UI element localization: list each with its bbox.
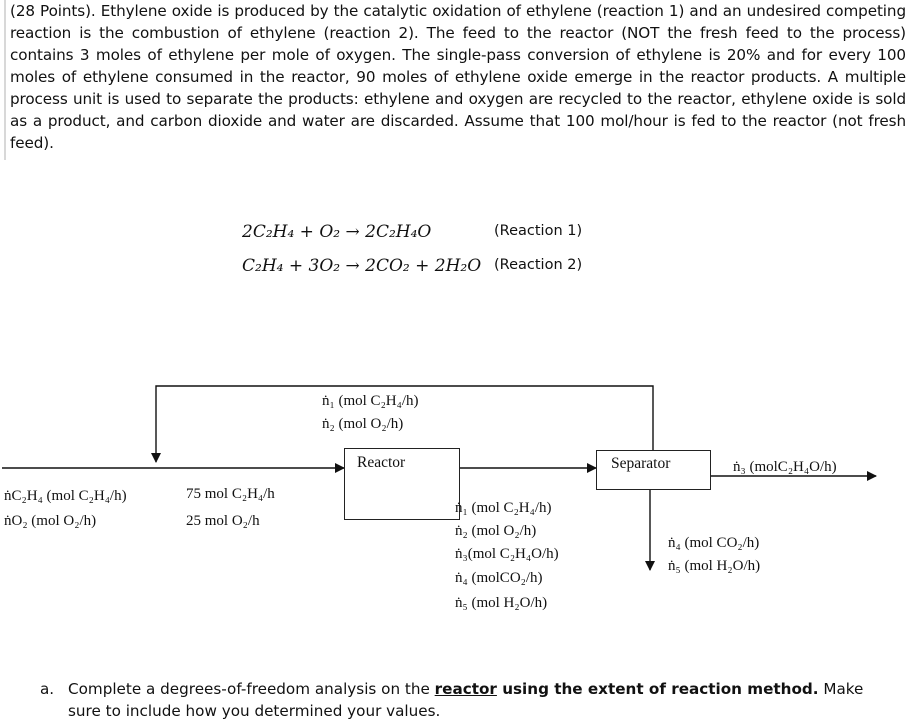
recycle-oxygen-label: ṅ₂ (mol O₂/h) [322,416,404,432]
product-label: ṅ₃ (molC₂H₄O/h) [733,459,837,475]
reactor-feed-ethylene: 75 mol C₂H₄/h [186,486,275,502]
separator-label: Separator [611,455,671,472]
reactor-label: Reactor [357,454,406,471]
reaction-1-label: (Reaction 1) [494,223,583,239]
question-label: a. [40,680,55,698]
fresh-feed-ethylene-label: ṅC₂H₄ (mol C₂H₄/h) [4,488,127,504]
outlet-water: ṅ₅ (mol H₂O/h) [455,595,548,611]
fresh-feed-oxygen-label: ṅO₂ (mol O₂/h) [4,513,97,529]
reactor-feed-oxygen: 25 mol O₂/h [186,513,260,529]
reaction-2-label: (Reaction 2) [494,257,583,273]
problem-statement: (28 Points). Ethylene oxide is produced by the catalytic oxidation of ethylene (reaction 1) and an undesired competing reaction is the combustion of ethylene (reaction 2). The feed to the reactor (NOT the fresh feed to the process) contains 3 moles of ethylene per mole of oxygen. The single-pass conversion of ethylene is 20% and for every 100 moles of ethylene consumed in the reactor, 90 moles of ethylene oxide emerge in the reactor products. A multiple process unit is used to separate the products: ethylene and oxygen are recycled to the reactor, ethylene oxide is sold as a product, and carbon dioxide and water are discarded. Assume that 100 mol/hour is fed to the reactor (not fresh feed). [10,2,906,152]
reaction-2-equation: C₂H₄ + 3O₂ → 2CO₂ + 2H₂O [242,256,482,276]
waste-water-label: ṅ₅ (mol H₂O/h) [668,558,761,574]
reactor-unit [344,448,460,520]
question-part2: using the extent of reaction method. [496,680,819,698]
recycle-ethylene-label: ṅ₁ (mol C₂H₄/h) [322,393,419,409]
outlet-carbon-dioxide: ṅ₄ (molCO₂/h) [455,570,543,586]
separator-unit [596,450,711,490]
outlet-ethylene: ṅ₁ (mol C₂H₄/h) [455,500,552,516]
question-text [68,678,890,722]
waste-co2-label: ṅ₄ (mol CO₂/h) [668,535,760,551]
question-part3: Make sure to include how you determined your values. [68,680,864,720]
reaction-1-equation: 2C₂H₄ + O₂ → 2C₂H₄O [242,222,432,242]
question-underlined: reactor [434,680,497,698]
question-part1: Complete a degrees-of-freedom analysis on the [68,680,435,698]
outlet-ethylene-oxide: ṅ₃(mol C₂H₄O/h) [455,546,559,562]
outlet-oxygen: ṅ₂ (mol O₂/h) [455,523,537,539]
